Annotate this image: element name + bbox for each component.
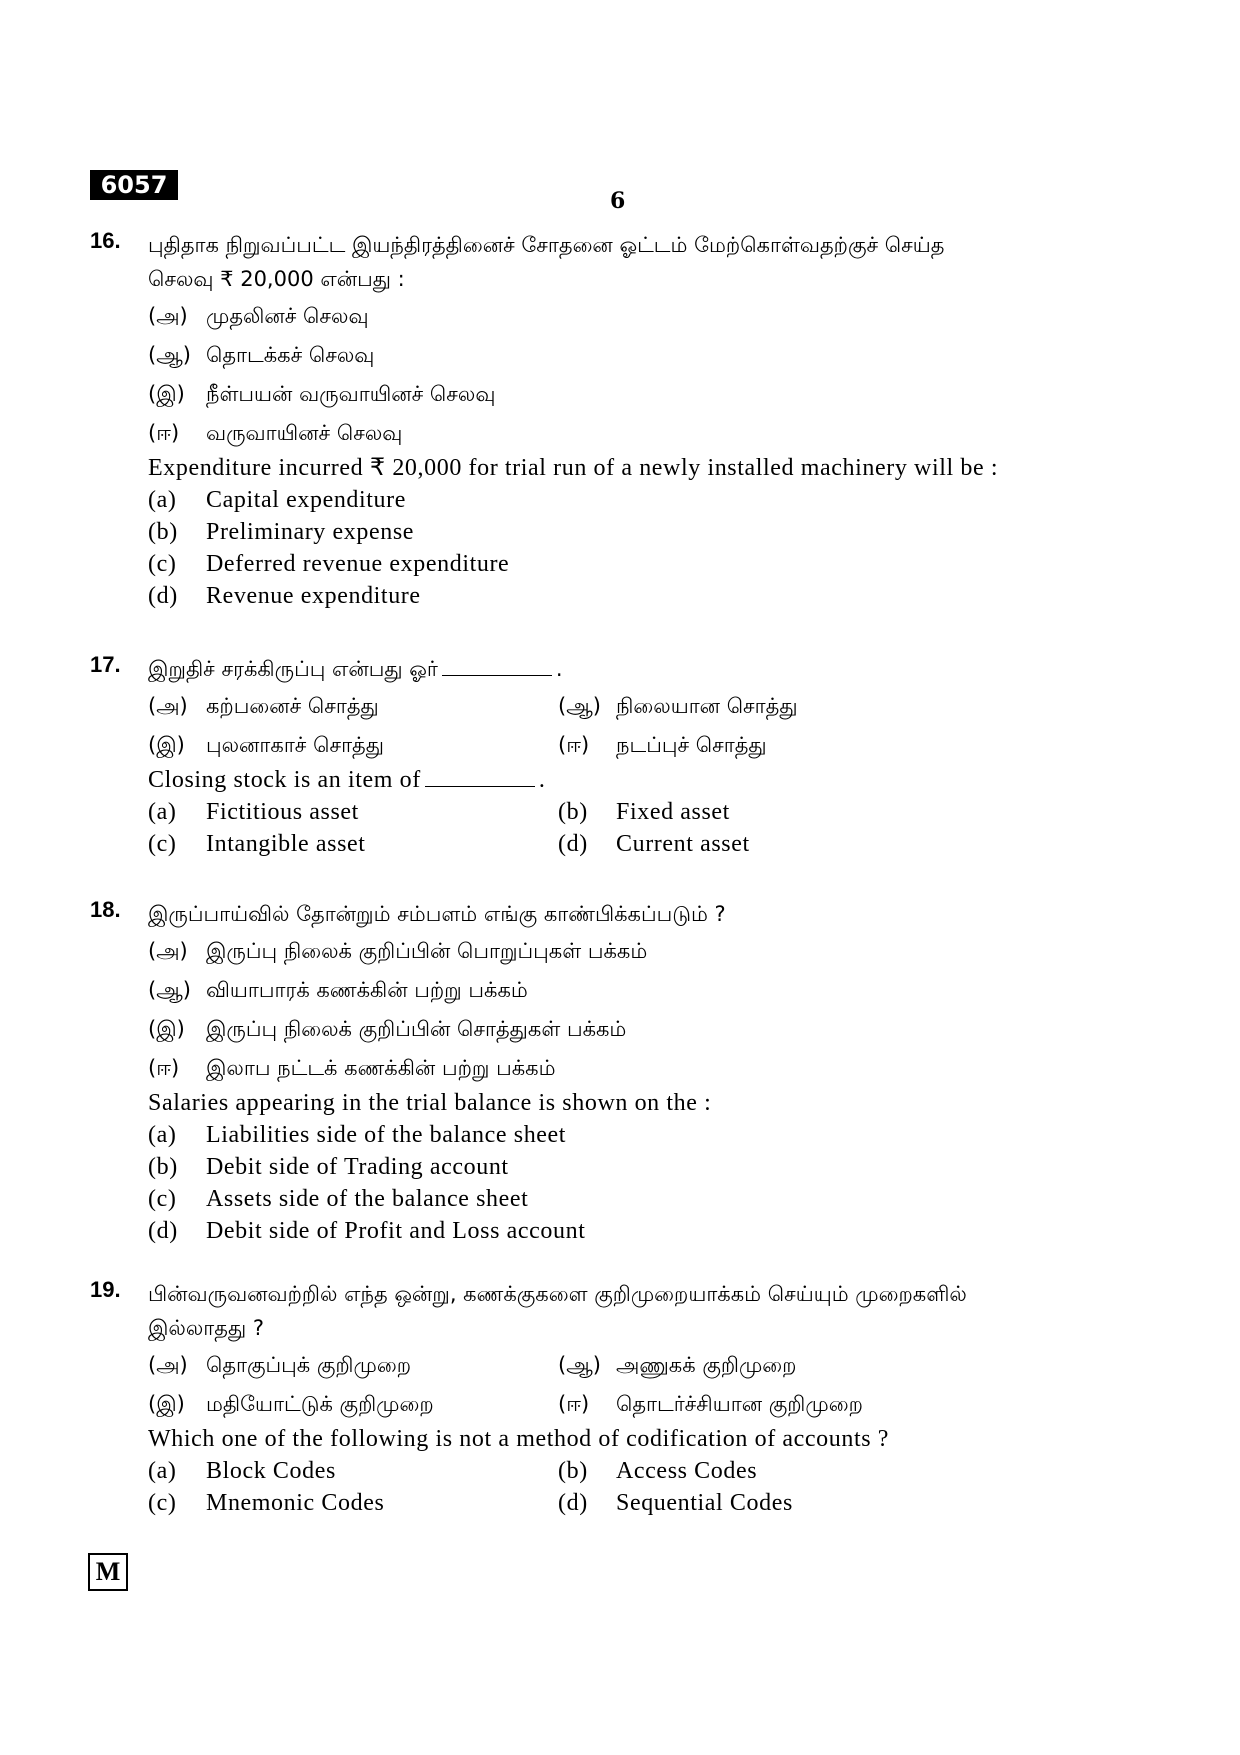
- option-label: (இ): [148, 1016, 185, 1041]
- tamil-options: [148, 1345, 1100, 1423]
- option-text: கற்பனைச் சொத்து: [206, 693, 379, 718]
- option-label: (இ): [148, 732, 185, 757]
- option-text: அணுகக் குறிமுறை: [616, 1352, 797, 1377]
- option-text: Liabilities side of the balance sheet: [206, 1122, 567, 1148]
- option-text: Capital expenditure: [206, 487, 407, 513]
- option-text: Intangible asset: [206, 831, 366, 857]
- option-text: நடப்புச் சொத்து: [616, 732, 767, 757]
- english-question: Expenditure incurred ₹ 20,000 for trial run of a newly installed machinery will be :: [148, 455, 999, 481]
- tamil-option: [148, 296, 1100, 335]
- english-question-text: Closing stock is an item of: [148, 767, 421, 793]
- option-text: தொடக்கச் செலவு: [206, 342, 375, 367]
- english-option: [148, 828, 558, 860]
- tamil-option: [148, 931, 1100, 970]
- tamil-option: [148, 728, 558, 762]
- option-label: (a): [148, 1458, 177, 1484]
- option-label: (c): [148, 551, 177, 577]
- option-label: (a): [148, 799, 177, 825]
- tamil-option: [148, 689, 558, 723]
- option-text: வருவாயினச் செலவு: [206, 420, 403, 445]
- option-text: நிலையான சொத்து: [616, 693, 798, 718]
- tamil-question-end: .: [555, 657, 563, 681]
- option-text: Sequential Codes: [616, 1490, 793, 1516]
- option-text: Debit side of Profit and Loss account: [206, 1218, 586, 1244]
- english-options: [148, 1455, 1100, 1519]
- option-label: (அ): [148, 938, 188, 963]
- fill-in-blank: [425, 768, 535, 787]
- tamil-question-line: செலவு ₹ 20,000 என்பது :: [148, 267, 405, 291]
- english-option: [148, 796, 558, 828]
- option-text: முதலினச் செலவு: [206, 303, 369, 328]
- option-label: (c): [148, 1490, 177, 1516]
- option-label: (ஆ): [558, 693, 601, 718]
- tamil-question-text: இறுதிச் சரக்கிருப்பு என்பது ஓர்: [148, 657, 438, 681]
- tamil-question-line: இல்லாதது ?: [148, 1316, 264, 1340]
- option-text: Fixed asset: [616, 799, 730, 825]
- option-label: (ஈ): [558, 732, 590, 757]
- english-option: [558, 1487, 968, 1519]
- english-option-row: [148, 796, 1100, 828]
- english-option: [148, 1487, 558, 1519]
- english-option: [148, 1119, 1100, 1151]
- tamil-option: [558, 728, 968, 762]
- page-number: 6: [610, 188, 626, 214]
- english-question: Which one of the following is not a method of codification of accounts ?: [148, 1426, 890, 1452]
- option-label: (d): [558, 1490, 588, 1516]
- paper-code-badge: 6057: [90, 170, 178, 200]
- tamil-option-row: [148, 725, 1100, 764]
- english-options: [148, 484, 1100, 612]
- tamil-option-row: [148, 686, 1100, 725]
- tamil-option: [148, 374, 1100, 413]
- tamil-question-line: புதிதாக நிறுவப்பட்ட இயந்திரத்தினைச் சோதனை ஓட்டம் மேற்கொள்வதற்குச் செய்த: [148, 233, 945, 257]
- option-text: புலனாகாச் சொத்து: [206, 732, 384, 757]
- english-options: [148, 1119, 1100, 1247]
- tamil-question-line: [148, 652, 1100, 686]
- question-number: 16.: [90, 228, 121, 253]
- option-text: Block Codes: [206, 1458, 336, 1484]
- english-option-row: [148, 1455, 1100, 1487]
- tamil-option: [148, 1348, 558, 1382]
- option-text: நீள்பயன் வருவாயினச் செலவு: [206, 381, 496, 406]
- english-option: [148, 1215, 1100, 1247]
- option-label: (ஆ): [148, 977, 191, 1002]
- option-text: Access Codes: [616, 1458, 758, 1484]
- question-number: 18.: [90, 897, 121, 922]
- english-option-row: [148, 828, 1100, 860]
- tamil-option-row: [148, 1345, 1100, 1384]
- english-options: [148, 796, 1100, 860]
- option-label: (b): [558, 1458, 588, 1484]
- option-label: (ஆ): [558, 1352, 601, 1377]
- tamil-option: [148, 1048, 1100, 1087]
- option-text: இலாப நட்டக் கணக்கின் பற்று பக்கம்: [206, 1055, 556, 1080]
- option-label: (d): [148, 583, 178, 609]
- option-text: Mnemonic Codes: [206, 1490, 385, 1516]
- option-text: வியாபாரக் கணக்கின் பற்று பக்கம்: [206, 977, 528, 1002]
- tamil-option-row: [148, 1384, 1100, 1423]
- english-question: Salaries appearing in the trial balance is shown on the :: [148, 1090, 712, 1116]
- option-label: (ஈ): [148, 1055, 180, 1080]
- english-option: [148, 548, 1100, 580]
- option-label: (அ): [148, 1352, 188, 1377]
- tamil-question-line: இருப்பாய்வில் தோன்றும் சம்பளம் எங்கு காண்பிக்கப்படும் ?: [148, 902, 726, 926]
- option-label: (b): [558, 799, 588, 825]
- option-label: (இ): [148, 381, 185, 406]
- option-text: தொகுப்புக் குறிமுறை: [206, 1352, 411, 1377]
- tamil-option: [148, 1387, 558, 1421]
- tamil-option: [148, 413, 1100, 452]
- english-option-row: [148, 1487, 1100, 1519]
- option-label: (b): [148, 519, 178, 545]
- question-number: 19.: [90, 1277, 121, 1302]
- option-label: (ஈ): [148, 420, 180, 445]
- tamil-options: [148, 296, 1100, 452]
- option-label: (ஈ): [558, 1391, 590, 1416]
- english-option: [148, 580, 1100, 612]
- option-label: (ஆ): [148, 342, 191, 367]
- tamil-option: [558, 689, 968, 723]
- option-label: (இ): [148, 1391, 185, 1416]
- option-text: Current asset: [616, 831, 750, 857]
- english-option: [148, 1183, 1100, 1215]
- tamil-options: [148, 686, 1100, 764]
- option-label: (a): [148, 487, 177, 513]
- option-text: Assets side of the balance sheet: [206, 1186, 529, 1212]
- option-label: (அ): [148, 303, 188, 328]
- tamil-options: [148, 931, 1100, 1087]
- tamil-question-line: பின்வருவனவற்றில் எந்த ஒன்று, கணக்குகளை குறிமுறையாக்கம் செய்யும் முறைகளில்: [148, 1282, 967, 1306]
- option-label: (c): [148, 831, 177, 857]
- english-option: [148, 516, 1100, 548]
- footer-marker: M: [88, 1553, 128, 1591]
- english-option: [558, 1455, 968, 1487]
- english-option: [558, 796, 968, 828]
- tamil-option: [148, 335, 1100, 374]
- option-text: இருப்பு நிலைக் குறிப்பின் பொறுப்புகள் பக்கம்: [206, 938, 648, 963]
- option-label: (d): [558, 831, 588, 857]
- tamil-option: [148, 1009, 1100, 1048]
- tamil-option: [558, 1348, 968, 1382]
- option-text: Debit side of Trading account: [206, 1154, 509, 1180]
- english-option: [148, 484, 1100, 516]
- option-text: Deferred revenue expenditure: [206, 551, 510, 577]
- tamil-option: [148, 970, 1100, 1009]
- english-option: [558, 828, 968, 860]
- option-text: Revenue expenditure: [206, 583, 421, 609]
- option-text: Preliminary expense: [206, 519, 415, 545]
- question-number: 17.: [90, 652, 121, 677]
- english-question-end: .: [538, 767, 546, 793]
- option-text: மதியோட்டுக் குறிமுறை: [206, 1391, 434, 1416]
- english-option: [148, 1455, 558, 1487]
- option-label: (b): [148, 1154, 178, 1180]
- english-question: [148, 764, 1100, 796]
- english-option: [148, 1151, 1100, 1183]
- option-label: (a): [148, 1122, 177, 1148]
- option-label: (அ): [148, 693, 188, 718]
- option-label: (c): [148, 1186, 177, 1212]
- option-text: Fictitious asset: [206, 799, 359, 825]
- option-text: இருப்பு நிலைக் குறிப்பின் சொத்துகள் பக்கம்: [206, 1016, 627, 1041]
- option-label: (d): [148, 1218, 178, 1244]
- fill-in-blank: [442, 657, 552, 676]
- option-text: தொடர்ச்சியான குறிமுறை: [616, 1391, 863, 1416]
- tamil-option: [558, 1387, 968, 1421]
